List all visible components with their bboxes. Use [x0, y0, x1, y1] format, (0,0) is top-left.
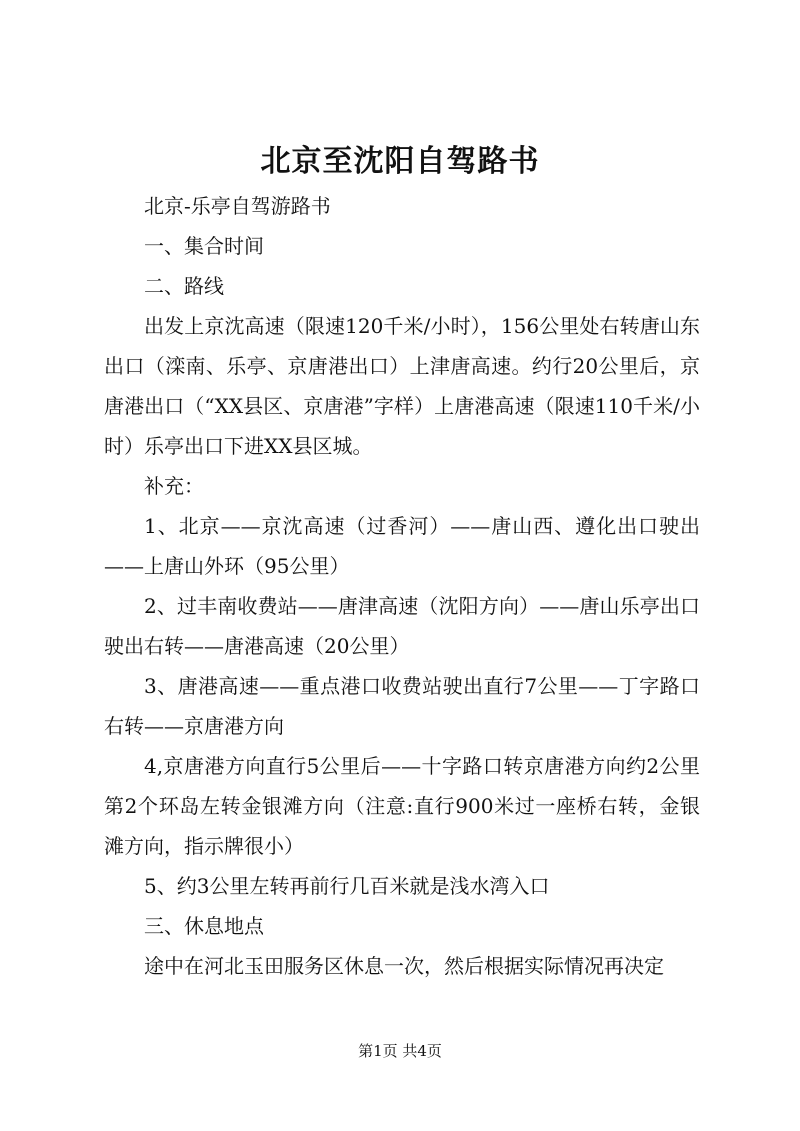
paragraph-step-4: 4,京唐港方向直行5公里后——十字路口转京唐港方向约2公里第2个环岛左转金银滩方向（注意:直行900米过一座桥右转，金银滩方向，指示牌很小） [104, 754, 700, 858]
paragraph-route-description: 出发上京沈高速（限速120千米/小时），156公里处右转唐山东出口（滦南、乐亭、京唐港出口）上津唐高速。约行20公里后，京唐港出口（“XX县区、京唐港”字样）上唐港高速（限速110千米/小时）乐亭出口下进XX县区城。 [104, 314, 700, 458]
page-footer: 第1页 共4页 [358, 1042, 442, 1060]
document-body [104, 186, 700, 986]
paragraph-step-5: 5、约3公里左转再前行几百米就是浅水湾入口 [144, 874, 550, 898]
paragraph-rest-stop-description: 途中在河北玉田服务区休息一次，然后根据实际情况再决定 [144, 954, 664, 978]
document-title: 北京至沈阳自驾路书 [260, 144, 540, 179]
paragraph-subtitle: 北京-乐亭自驾游路书 [144, 194, 331, 218]
paragraph-step-1: 1、北京——京沈高速（过香河）——唐山西、遵化出口驶出——上唐山外环（95公里） [104, 514, 700, 578]
paragraph-step-2: 2、过丰南收费站——唐津高速（沈阳方向）——唐山乐亭出口驶出右转——唐港高速（20公里） [104, 594, 700, 658]
paragraph-supplement-label: 补充： [144, 474, 204, 498]
paragraph-heading-rest-stop: 三、休息地点 [144, 914, 264, 938]
paragraph-heading-route: 二、路线 [144, 274, 224, 298]
paragraph-step-3: 3、唐港高速——重点港口收费站驶出直行7公里——丁字路口右转——京唐港方向 [104, 674, 700, 738]
paragraph-heading-gather-time: 一、集合时间 [144, 234, 264, 258]
